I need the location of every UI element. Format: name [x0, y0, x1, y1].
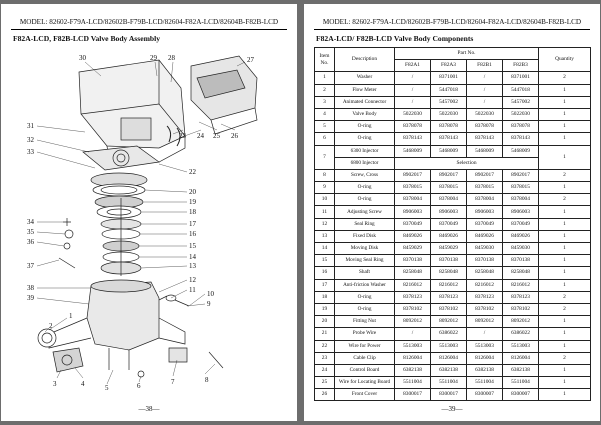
callout-label: 9 — [207, 300, 211, 308]
part-number-cell: 8126004 — [503, 352, 539, 364]
table-row — [315, 328, 591, 340]
part-number-cell: 8378143 — [431, 133, 467, 145]
callout-label: 33 — [27, 148, 34, 156]
quantity-cell: 1 — [539, 328, 591, 340]
part-number-cell: 8370138 — [467, 255, 503, 267]
quantity-cell: 2 — [539, 169, 591, 181]
part-number-cell: 8469026 — [503, 230, 539, 242]
table-row — [315, 218, 591, 230]
description-cell: Fixed Disk — [335, 230, 395, 242]
callout-label: 8 — [205, 376, 209, 384]
part-number-cell: 8378102 — [503, 303, 539, 315]
gasket-plate-drawing — [83, 146, 159, 170]
part-number-cell: 5511004 — [395, 377, 431, 389]
right-page — [304, 4, 600, 421]
part-number-cell: 8370138 — [395, 255, 431, 267]
callout-label: 32 — [27, 136, 34, 144]
item-no-cell: 18 — [315, 291, 335, 303]
table-row — [315, 96, 591, 108]
part-number-cell: 5457002 — [431, 96, 467, 108]
callout-label: 1 — [69, 312, 73, 320]
part-number-cell: 8906003 — [467, 206, 503, 218]
part-number-cell: 8902017 — [431, 169, 467, 181]
table-row — [315, 182, 591, 194]
part-number-cell: 6382138 — [395, 364, 431, 376]
item-no-cell: 16 — [315, 267, 335, 279]
quantity-cell: 1 — [539, 364, 591, 376]
item-no-cell: 14 — [315, 243, 335, 255]
quantity-cell: 1 — [539, 133, 591, 145]
quantity-header: Quantity — [539, 48, 591, 72]
quantity-cell: 2 — [539, 303, 591, 315]
part-number-cell: 8459029 — [395, 243, 431, 255]
quantity-cell: 1 — [539, 121, 591, 133]
part-number-cell: 6382138 — [431, 364, 467, 376]
item-no-cell: 6 — [315, 133, 335, 145]
part-number-cell: / — [395, 96, 431, 108]
part-number-cell: 8906003 — [395, 206, 431, 218]
item-no-header: Item No. — [315, 48, 335, 72]
left-page-subtitle: F82A-LCD, F82B-LCD Valve Body Assembly — [13, 34, 161, 43]
callout-label: 24 — [197, 132, 204, 140]
components-table — [314, 47, 590, 401]
part-number-cell: 8370138 — [503, 255, 539, 267]
table-row — [315, 291, 591, 303]
part-number-cell: 8459030 — [503, 243, 539, 255]
part-number-cell: 5468009 — [503, 145, 539, 157]
part-number-cell: 5022030 — [395, 108, 431, 120]
description-cell: 6300 Injector — [335, 145, 395, 157]
callout-label: 35 — [27, 228, 34, 236]
part-number-cell: 8126004 — [395, 352, 431, 364]
item-no-cell: 20 — [315, 316, 335, 328]
part-number-cell: 8469026 — [467, 230, 503, 242]
description-cell: Animated Connector — [335, 96, 395, 108]
item-no-cell: 5 — [315, 121, 335, 133]
table-row — [315, 230, 591, 242]
part-number-cell: 6382138 — [467, 364, 503, 376]
model-header: F82A1 — [395, 60, 431, 72]
part-number-cell: 5022030 — [467, 108, 503, 120]
callout-label: 6 — [137, 382, 141, 390]
quantity-cell: 1 — [539, 108, 591, 120]
part-number-cell: 5513003 — [467, 340, 503, 352]
part-number-cell: 8378015 — [467, 182, 503, 194]
part-number-cell: 8902017 — [503, 169, 539, 181]
description-cell: Valve Body — [335, 108, 395, 120]
item-no-cell: 24 — [315, 364, 335, 376]
table-row — [315, 364, 591, 376]
quantity-cell: 2 — [539, 194, 591, 206]
quantity-cell: 1 — [539, 230, 591, 242]
callout-label: 28 — [168, 54, 175, 62]
part-number-cell: 5468009 — [431, 145, 467, 157]
part-number-cell: 8906003 — [503, 206, 539, 218]
description-cell: Fitting Nut — [335, 316, 395, 328]
item-no-cell: 3 — [315, 96, 335, 108]
part-number-cell: 8092012 — [431, 316, 467, 328]
part-number-cell: 5468009 — [395, 145, 431, 157]
quantity-cell: 1 — [539, 279, 591, 291]
table-row — [315, 377, 591, 389]
part-number-cell: 8258048 — [503, 267, 539, 279]
quantity-cell: 2 — [539, 352, 591, 364]
table-row — [315, 303, 591, 315]
callout-label: 27 — [247, 56, 254, 64]
part-number-cell: / — [467, 96, 503, 108]
callout-label: 13 — [189, 262, 196, 270]
selection-cell: Selection — [395, 157, 539, 169]
table-row — [315, 145, 591, 157]
item-no-cell: 25 — [315, 377, 335, 389]
quantity-cell: 1 — [539, 96, 591, 108]
part-number-cell: 8378143 — [395, 133, 431, 145]
part-number-cell: 8902017 — [395, 169, 431, 181]
quantity-cell: 1 — [539, 243, 591, 255]
table-row — [315, 169, 591, 181]
part-number-cell: 8300017 — [431, 389, 467, 401]
quantity-cell: 2 — [539, 291, 591, 303]
part-number-cell: 8378004 — [503, 194, 539, 206]
part-number-cell: 5457002 — [503, 96, 539, 108]
item-no-cell: 26 — [315, 389, 335, 401]
callout-label: 12 — [189, 276, 196, 284]
description-cell: Adjusting Screw — [335, 206, 395, 218]
item-no-cell: 10 — [315, 194, 335, 206]
description-cell: O-ring — [335, 303, 395, 315]
item-no-cell: 23 — [315, 352, 335, 364]
left-page-number: —38— — [138, 405, 160, 413]
description-cell: 6800 Injector — [335, 157, 395, 169]
part-number-cell: 8126004 — [467, 352, 503, 364]
description-cell: Seal Ring — [335, 218, 395, 230]
part-number-cell: 8371001 — [503, 72, 539, 84]
item-no-cell: 11 — [315, 206, 335, 218]
part-number-cell: 8092012 — [395, 316, 431, 328]
description-cell: Shaft — [335, 267, 395, 279]
part-number-cell: 8092012 — [467, 316, 503, 328]
part-number-cell: 6386022 — [503, 328, 539, 340]
item-no-cell: 22 — [315, 340, 335, 352]
part-number-cell: / — [467, 84, 503, 96]
left-page-header: MODEL: 82602-F79A-LCD/82602B-F79B-LCD/82604-F82A-LCD/82604B-F82B-LCD — [11, 15, 287, 30]
callout-label: 16 — [189, 230, 196, 238]
part-number-cell: 8378015 — [395, 182, 431, 194]
part-number-cell: 8300017 — [395, 389, 431, 401]
table-row — [315, 84, 591, 96]
part-number-cell: 5511004 — [503, 377, 539, 389]
description-cell: Probe Wire — [335, 328, 395, 340]
part-number-cell: 8216012 — [431, 279, 467, 291]
part-number-cell: 8370049 — [431, 218, 467, 230]
callout-label: 7 — [171, 378, 175, 386]
callout-label: 18 — [189, 208, 196, 216]
part-number-cell: 8258048 — [395, 267, 431, 279]
callout-label: 26 — [231, 132, 238, 140]
item-no-cell: 17 — [315, 279, 335, 291]
part-number-cell: 6386022 — [431, 328, 467, 340]
part-number-cell: 8378102 — [431, 303, 467, 315]
part-number-cell: / — [395, 328, 431, 340]
part-number-cell: 8216012 — [395, 279, 431, 291]
part-number-cell: 5447018 — [503, 84, 539, 96]
description-cell: Cable Clip — [335, 352, 395, 364]
quantity-cell: 2 — [539, 72, 591, 84]
quantity-cell: 1 — [539, 145, 591, 169]
description-cell: O-ring — [335, 182, 395, 194]
item-no-cell: 15 — [315, 255, 335, 267]
callout-label: 22 — [189, 168, 196, 176]
table-row — [315, 72, 591, 84]
part-number-cell: 5513003 — [431, 340, 467, 352]
part-number-cell: 8459029 — [431, 243, 467, 255]
item-no-cell: 1 — [315, 72, 335, 84]
description-cell: Moving Disk — [335, 243, 395, 255]
callout-label: 14 — [189, 253, 196, 261]
description-cell: O-ring — [335, 291, 395, 303]
table-row — [315, 194, 591, 206]
right-page-header: MODEL: 82602-F79A-LCD/82602B-F79B-LCD/82604-F82A-LCD/82604B-F82B-LCD — [314, 15, 590, 30]
description-cell: Anti-friction Washer — [335, 279, 395, 291]
callout-label: 31 — [27, 122, 34, 130]
description-cell: Control Board — [335, 364, 395, 376]
item-no-cell: 2 — [315, 84, 335, 96]
part-no-header: Part No. — [395, 48, 539, 60]
part-number-cell: 5511004 — [467, 377, 503, 389]
item-no-cell: 7 — [315, 145, 335, 169]
right-page-subtitle: F82A-LCD/ F82B-LCD Valve Body Components — [316, 34, 474, 43]
quantity-cell: 1 — [539, 182, 591, 194]
item-no-cell: 12 — [315, 218, 335, 230]
part-number-cell: 8378004 — [467, 194, 503, 206]
callout-label: 23 — [179, 132, 186, 140]
callout-label: 10 — [207, 290, 214, 298]
part-number-cell: 8902017 — [467, 169, 503, 181]
callout-label: 36 — [27, 238, 34, 246]
table-row — [315, 243, 591, 255]
quantity-cell: 1 — [539, 267, 591, 279]
part-number-cell: 8378123 — [503, 291, 539, 303]
item-no-cell: 19 — [315, 303, 335, 315]
callout-label: 11 — [189, 286, 196, 294]
part-number-cell: 5513003 — [503, 340, 539, 352]
part-number-cell: 8300007 — [467, 389, 503, 401]
part-number-cell: 5022030 — [503, 108, 539, 120]
description-cell: Wire for Locating Board — [335, 377, 395, 389]
part-number-cell: 8378123 — [395, 291, 431, 303]
model-header: F82B3 — [503, 60, 539, 72]
part-number-cell: / — [395, 84, 431, 96]
callout-label: 29 — [150, 54, 157, 62]
table-row — [315, 133, 591, 145]
part-number-cell: / — [467, 72, 503, 84]
callout-label: 37 — [27, 262, 34, 270]
model-header: F82A3 — [431, 60, 467, 72]
description-cell: O-ring — [335, 133, 395, 145]
display-cap-drawing — [191, 56, 257, 134]
description-cell: O-ring — [335, 121, 395, 133]
callout-label: 39 — [27, 294, 34, 302]
quantity-cell: 1 — [539, 340, 591, 352]
description-cell: Screw, Cross — [335, 169, 395, 181]
table-row — [315, 255, 591, 267]
part-number-cell: 8370138 — [431, 255, 467, 267]
callout-label: 4 — [81, 380, 85, 388]
table-row — [315, 340, 591, 352]
description-cell: Wire for Power — [335, 340, 395, 352]
part-number-cell: 8469026 — [395, 230, 431, 242]
part-number-cell: 8378143 — [467, 133, 503, 145]
quantity-cell: 1 — [539, 255, 591, 267]
part-number-cell: 8378015 — [503, 182, 539, 194]
part-number-cell: 8258048 — [431, 267, 467, 279]
quantity-cell: 1 — [539, 389, 591, 401]
part-number-cell: / — [467, 328, 503, 340]
part-number-cell: 8258048 — [467, 267, 503, 279]
item-no-cell: 4 — [315, 108, 335, 120]
item-no-cell: 9 — [315, 182, 335, 194]
item-no-cell: 21 — [315, 328, 335, 340]
table-row — [315, 206, 591, 218]
description-cell: Flow Meter — [335, 84, 395, 96]
table-row — [315, 108, 591, 120]
part-number-cell: 8378123 — [431, 291, 467, 303]
part-number-cell: 8378123 — [467, 291, 503, 303]
part-number-cell: 8378102 — [395, 303, 431, 315]
part-number-cell: 8469026 — [431, 230, 467, 242]
left-page — [1, 4, 297, 421]
callout-label: 30 — [79, 54, 86, 62]
table-row — [315, 389, 591, 401]
callout-label: 5 — [105, 384, 109, 392]
part-number-cell: 8378078 — [503, 121, 539, 133]
part-number-cell: 8370049 — [395, 218, 431, 230]
callout-label: 17 — [189, 220, 196, 228]
callout-label: 34 — [27, 218, 34, 226]
part-number-cell: 8216012 — [503, 279, 539, 291]
part-number-cell: 8370049 — [503, 218, 539, 230]
callout-label: 38 — [27, 284, 34, 292]
quantity-cell: 1 — [539, 316, 591, 328]
callout-label: 15 — [189, 242, 196, 250]
item-no-cell: 8 — [315, 169, 335, 181]
part-number-cell: 8378078 — [395, 121, 431, 133]
description-cell: O-ring — [335, 194, 395, 206]
part-number-cell: / — [395, 72, 431, 84]
callout-label: 19 — [189, 198, 196, 206]
part-number-cell: 8459030 — [467, 243, 503, 255]
part-number-cell: 8378004 — [395, 194, 431, 206]
components-table-body — [315, 72, 591, 401]
part-number-cell: 5468009 — [467, 145, 503, 157]
part-number-cell: 8092012 — [503, 316, 539, 328]
callout-label: 2 — [49, 322, 53, 330]
part-number-cell: 5447018 — [431, 84, 467, 96]
model-header: F82B1 — [467, 60, 503, 72]
item-no-cell: 13 — [315, 230, 335, 242]
quantity-cell: 1 — [539, 377, 591, 389]
part-number-cell: 8370049 — [467, 218, 503, 230]
part-number-cell: 8216012 — [467, 279, 503, 291]
exploded-valve-diagram — [9, 48, 291, 403]
callout-label: 25 — [213, 132, 220, 140]
table-row — [315, 279, 591, 291]
description-cell: Moving Seal Ring — [335, 255, 395, 267]
part-number-cell: 8378102 — [467, 303, 503, 315]
table-row — [315, 267, 591, 279]
part-number-cell: 6382138 — [503, 364, 539, 376]
part-number-cell: 8126004 — [431, 352, 467, 364]
quantity-cell: 1 — [539, 218, 591, 230]
part-number-cell: 8300007 — [503, 389, 539, 401]
table-row — [315, 121, 591, 133]
table-row — [315, 316, 591, 328]
part-number-cell: 8371001 — [431, 72, 467, 84]
part-number-cell: 8378078 — [431, 121, 467, 133]
part-number-cell: 5513003 — [395, 340, 431, 352]
table-row — [315, 352, 591, 364]
part-number-cell: 8378078 — [467, 121, 503, 133]
description-header: Description — [335, 48, 395, 72]
description-cell: Washer — [335, 72, 395, 84]
callout-label: 3 — [53, 380, 57, 388]
part-number-cell: 5022030 — [431, 108, 467, 120]
callout-label: 20 — [189, 188, 196, 196]
part-number-cell: 8378015 — [431, 182, 467, 194]
description-cell: Front Cover — [335, 389, 395, 401]
quantity-cell: 1 — [539, 206, 591, 218]
part-number-cell: 8378004 — [431, 194, 467, 206]
part-number-cell: 8378143 — [503, 133, 539, 145]
quantity-cell: 1 — [539, 84, 591, 96]
part-number-cell: 8906003 — [431, 206, 467, 218]
right-page-number: —39— — [441, 405, 463, 413]
part-number-cell: 5511004 — [431, 377, 467, 389]
